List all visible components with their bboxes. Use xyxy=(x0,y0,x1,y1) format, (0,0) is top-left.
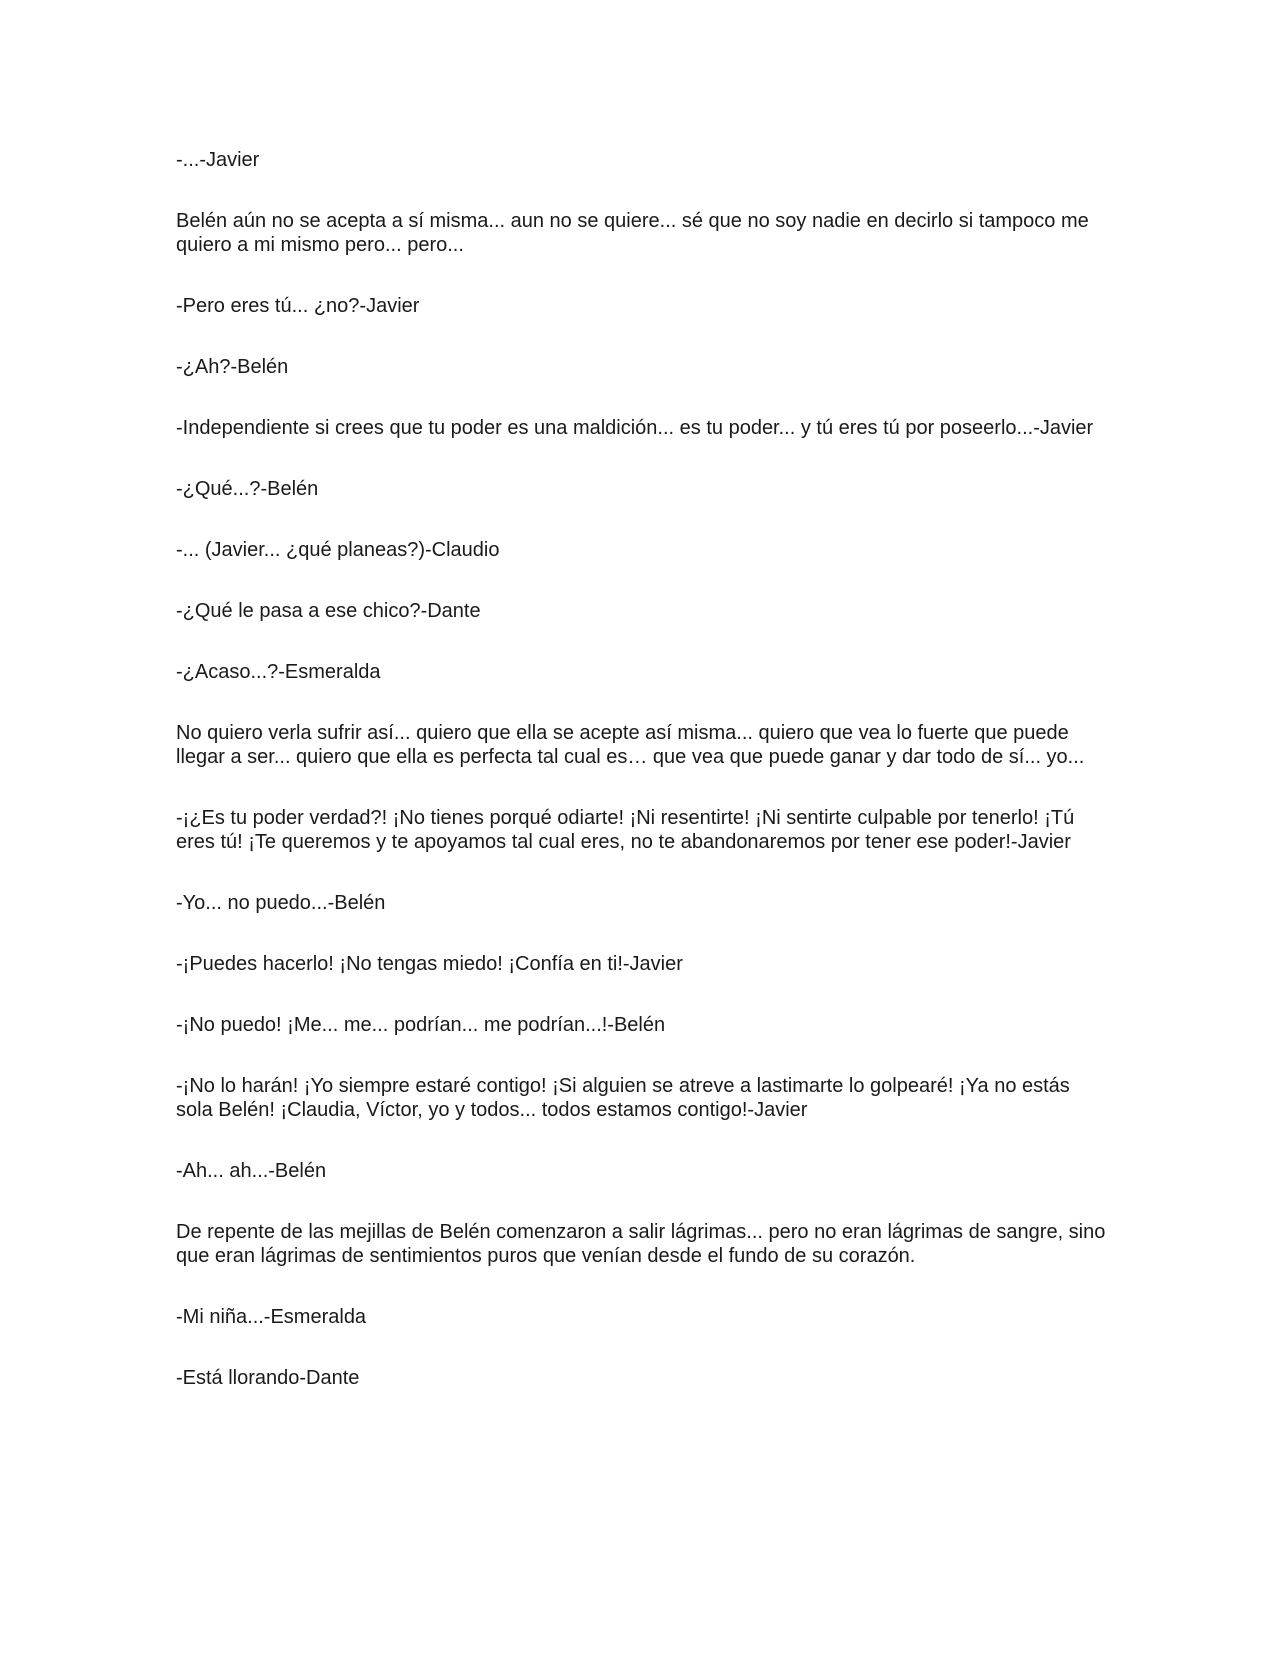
paragraph-2: Belén aún no se acepta a sí misma... aun no se quiere... sé que no soy nadie en decirlo si tampoco me quiero a mi mismo pero... pero... xyxy=(176,210,1089,256)
paragraph-13: -¡Puedes hacerlo! ¡No tengas miedo! ¡Confía en ti!-Javier xyxy=(176,953,683,975)
document-page xyxy=(176,148,1106,1427)
paragraph-8: -¿Qué le pasa a ese chico?-Dante xyxy=(176,600,481,622)
paragraph-10: No quiero verla sufrir así... quiero que ella se acepte así misma... quiero que vea lo fuerte que puede llegar a ser... quiero que ella es perfecta tal cual es… que vea que puede ganar y dar todo de sí... yo... xyxy=(176,722,1085,768)
paragraph-16: -Ah... ah...-Belén xyxy=(176,1160,327,1182)
paragraph-5: -Independiente si crees que tu poder es una maldición... es tu poder... y tú eres tú por poseerlo...-Javier xyxy=(176,417,1094,439)
paragraph-15: -¡No lo harán! ¡Yo siempre estaré contigo! ¡Si alguien se atreve a lastimarte lo golpearé! ¡Ya no estás sola Belén! ¡Claudia, Víctor, yo y todos... todos estamos contigo!-Javier xyxy=(176,1075,1070,1121)
paragraph-19: -Está llorando-Dante xyxy=(176,1367,360,1389)
paragraph-9: -¿Acaso...?-Esmeralda xyxy=(176,661,381,683)
paragraph-6: -¿Qué...?-Belén xyxy=(176,478,319,500)
paragraph-3: -Pero eres tú... ¿no?-Javier xyxy=(176,295,420,317)
paragraph-18: -Mi niña...-Esmeralda xyxy=(176,1306,367,1328)
paragraph-17: De repente de las mejillas de Belén comenzaron a salir lágrimas... pero no eran lágrimas de sangre, sino que eran lágrimas de sentimientos puros que venían desde el fundo de su corazón. xyxy=(176,1221,1106,1267)
paragraph-12: -Yo... no puedo...-Belén xyxy=(176,892,386,914)
paragraph-4: -¿Ah?-Belén xyxy=(176,356,289,378)
paragraph-11: -¡¿Es tu poder verdad?! ¡No tienes porqué odiarte! ¡Ni resentirte! ¡Ni sentirte culpable por tenerlo! ¡Tú eres tú! ¡Te queremos y te apoyamos tal cual eres, no te abandonaremos por tener ese poder!-Javier xyxy=(176,807,1075,853)
paragraph-1: -...-Javier xyxy=(176,149,260,171)
paragraph-7: -... (Javier... ¿qué planeas?)-Claudio xyxy=(176,539,500,561)
paragraph-14: -¡No puedo! ¡Me... me... podrían... me podrían...!-Belén xyxy=(176,1014,666,1036)
